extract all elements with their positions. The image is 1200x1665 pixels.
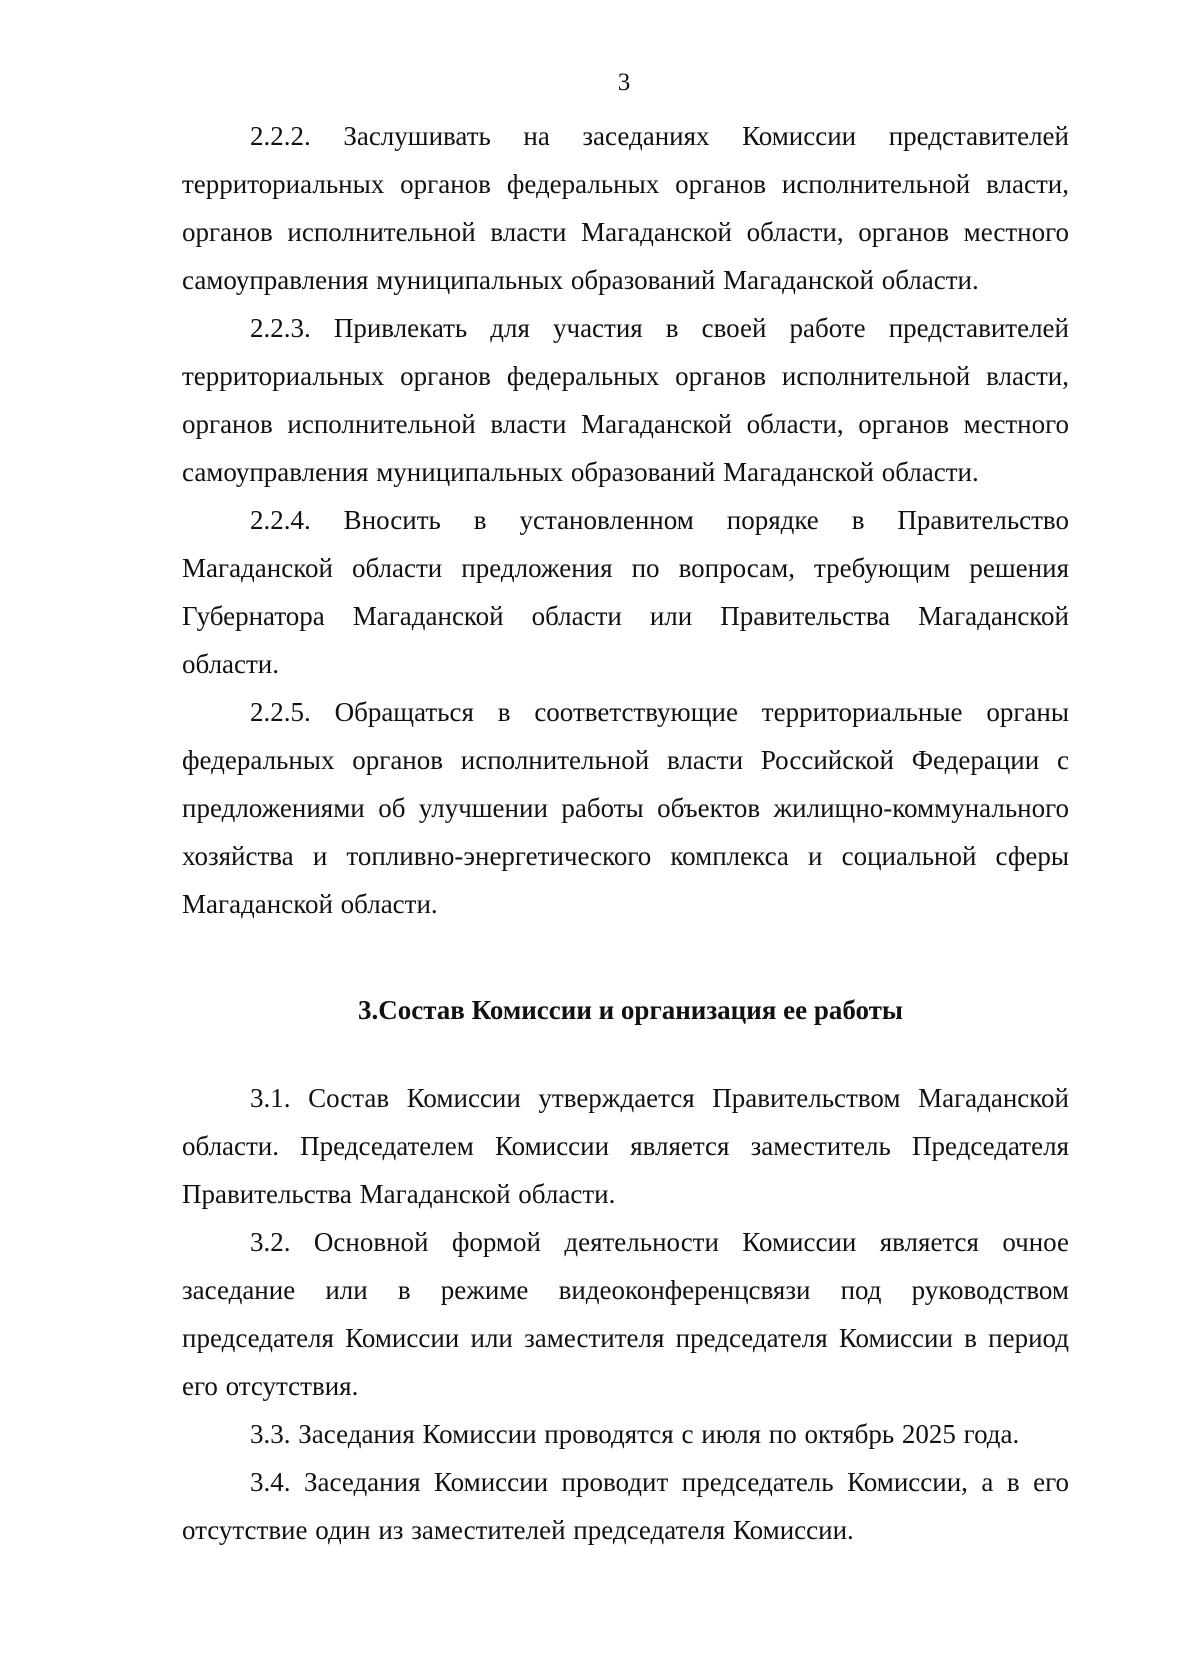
paragraph-3-4: 3.4. Заседания Комиссии проводит председатель Комиссии, а в его отсутствие один из заместителей председателя Комиссии. — [182, 1467, 1069, 1545]
paragraph-2-2-4: 2.2.4. Вносить в установленном порядке в Правительство Магаданской области предложения по вопросам, требующим решения Губернатора Магаданской области или Правительства Магаданской области. — [182, 505, 1069, 679]
document-body — [182, 112, 1069, 1554]
paragraph-2-2-3: 2.2.3. Привлекать для участия в своей работе представителей территориальных органов федеральных органов исполнительной власти, органов исполнительной власти Магаданской области, органов местного самоуправления муниципальных образований Магаданской области. — [182, 313, 1069, 487]
paragraph-2-2-2: 2.2.2. Заслушивать на заседаниях Комиссии представителей территориальных органов федеральных органов исполнительной власти, органов исполнительной власти Магаданской области, органов местного самоуправления муниципальных образований Магаданской области. — [182, 121, 1069, 295]
paragraph-3-3: 3.3. Заседания Комиссии проводятся с июля по октябрь 2025 года. — [250, 1419, 1020, 1449]
paragraph-2-2-5: 2.2.5. Обращаться в соответствующие территориальные органы федеральных органов исполнительной власти Российской Федерации с предложениями об улучшении работы объектов жилищно-коммунального хозяйства и топливно-энергетического комплекса и социальной сферы Магаданской области. — [182, 697, 1069, 919]
section-heading: 3.Состав Комиссии и организация ее работы — [357, 995, 904, 1025]
paragraph-3-2: 3.2. Основной формой деятельности Комиссии является очное заседание или в режиме видеоконференцсвязи под руководством председателя Комиссии или заместителя председателя Комиссии в период его отсутствия. — [182, 1227, 1069, 1401]
page-number: 3 — [617, 69, 631, 96]
paragraph-3-1: 3.1. Состав Комиссии утверждается Правительством Магаданской области. Председателем Комиссии является заместитель Председателя Правительства Магаданской области. — [182, 1083, 1069, 1209]
